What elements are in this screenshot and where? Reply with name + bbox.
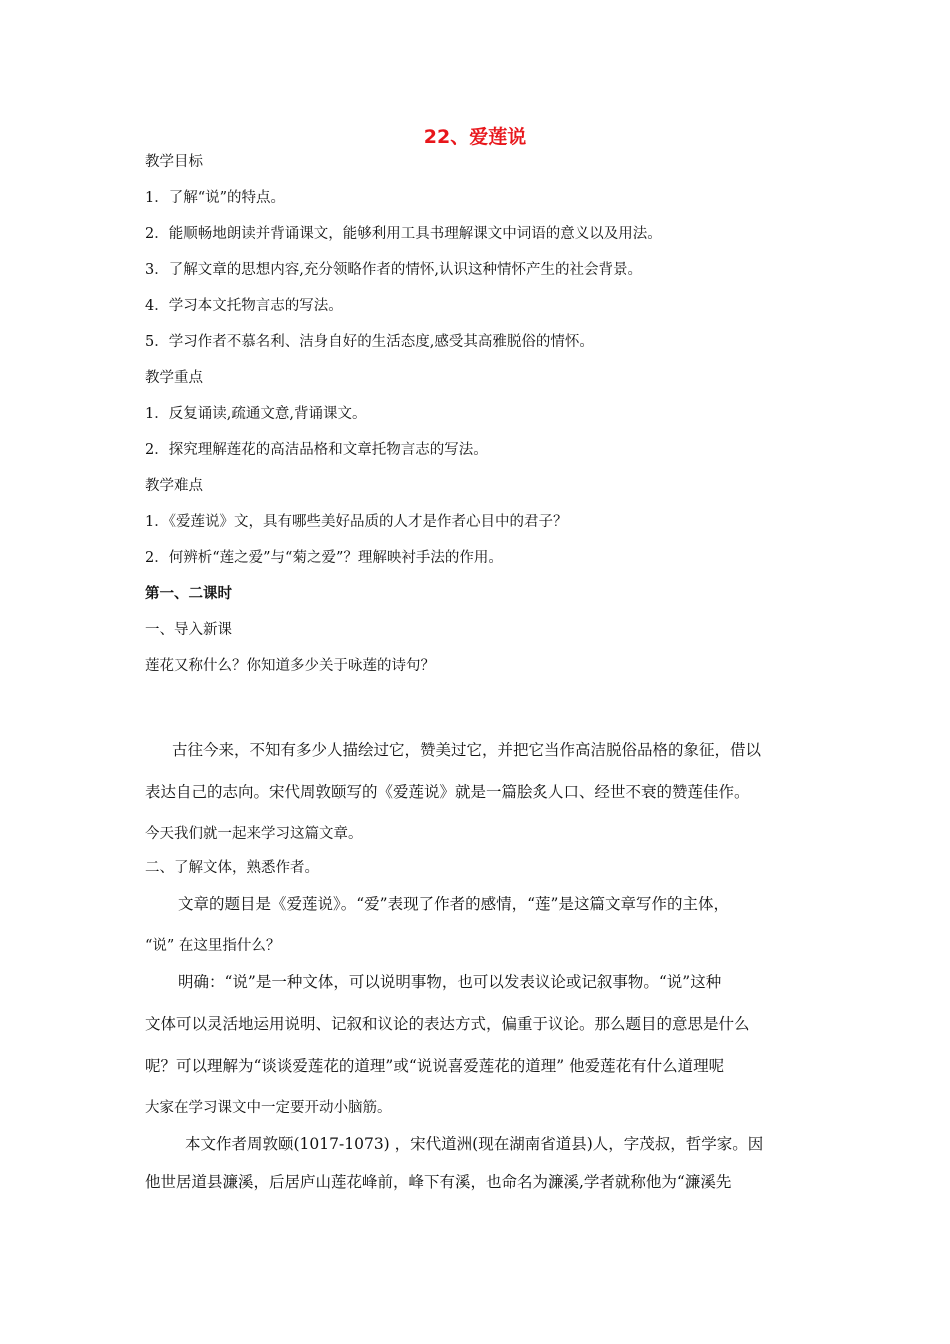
body-paragraph-line: 文章的题目是《爱莲说》。“爱”表现了作者的感情，“莲”是这篇文章写作的主体，	[178, 895, 729, 913]
objective-item: 4．学习本文托物言志的写法。	[145, 298, 343, 314]
section-heading: 二、了解文体，熟悉作者。	[145, 860, 319, 876]
body-paragraph-line: “说” 在这里指什么？	[145, 938, 281, 954]
objective-item: 5．学习作者不慕名利、洁身自好的生活态度,感受其高雅脱俗的情怀。	[145, 334, 594, 350]
body-paragraph-line: 大家在学习课文中一定要开动小脑筋。	[145, 1100, 392, 1116]
key-point-item: 1．反复诵读,疏通文意,背诵课文。	[145, 406, 367, 422]
intro-paragraph-line: 表达自己的志向。宋代周敦颐写的《爱莲说》就是一篇脍炙人口、经世不衰的赞莲佳作。	[145, 783, 750, 801]
document-title: 22、爱莲说	[423, 126, 527, 148]
body-paragraph-line: 本文作者周敦颐(1017-1073) ，宋代道洲(现在湖南省道县)人，字茂叔，哲学家。因	[185, 1135, 764, 1153]
intro-paragraph-line: 今天我们就一起来学习这篇文章。	[145, 826, 363, 842]
difficulty-item: 2．何辨析“莲之爱”与“菊之爱”？理解映衬手法的作用。	[145, 550, 503, 566]
objective-item: 3．了解文章的思想内容,充分领略作者的情怀,认识这种情怀产生的社会背景。	[145, 262, 642, 278]
section-heading: 一、导入新课	[145, 622, 232, 638]
body-paragraph-line: 文体可以灵活地运用说明、记叙和议论的表达方式，偏重于议论。那么题目的意思是什么	[145, 1015, 750, 1033]
key-point-item: 2．探究理解莲花的高洁品格和文章托物言志的写法。	[145, 442, 488, 458]
body-paragraph-line: 他世居道县濂溪，后居庐山莲花峰前，峰下有溪，也命名为濂溪,学者就称他为“濂溪先	[145, 1173, 732, 1191]
objective-item: 2．能顺畅地朗读并背诵课文，能够利用工具书理解课文中词语的意义以及用法。	[145, 226, 662, 242]
difficulty-item: 1．《爱莲说》文，具有哪些美好品质的人才是作者心目中的君子？	[145, 514, 568, 530]
objective-item: 1．了解“说”的特点。	[145, 190, 286, 206]
key-points-heading: 教学重点	[145, 370, 203, 386]
objectives-heading: 教学目标	[145, 154, 203, 170]
lesson-heading: 第一、二课时	[145, 585, 232, 602]
difficulties-heading: 教学难点	[145, 478, 203, 494]
intro-paragraph-line: 古往今来，不知有多少人描绘过它，赞美过它，并把它当作高洁脱俗品格的象征，借以	[172, 741, 762, 759]
body-paragraph-line: 明确：“说”是一种文体，可以说明事物，也可以发表议论或记叙事物。“说”这种	[178, 973, 722, 991]
body-paragraph-line: 呢？可以理解为“谈谈爱莲花的道理”或“说说喜爱莲花的道理” 他爱莲花有什么道理呢	[145, 1057, 725, 1075]
intro-question: 莲花又称什么？你知道多少关于咏莲的诗句？	[145, 658, 435, 674]
